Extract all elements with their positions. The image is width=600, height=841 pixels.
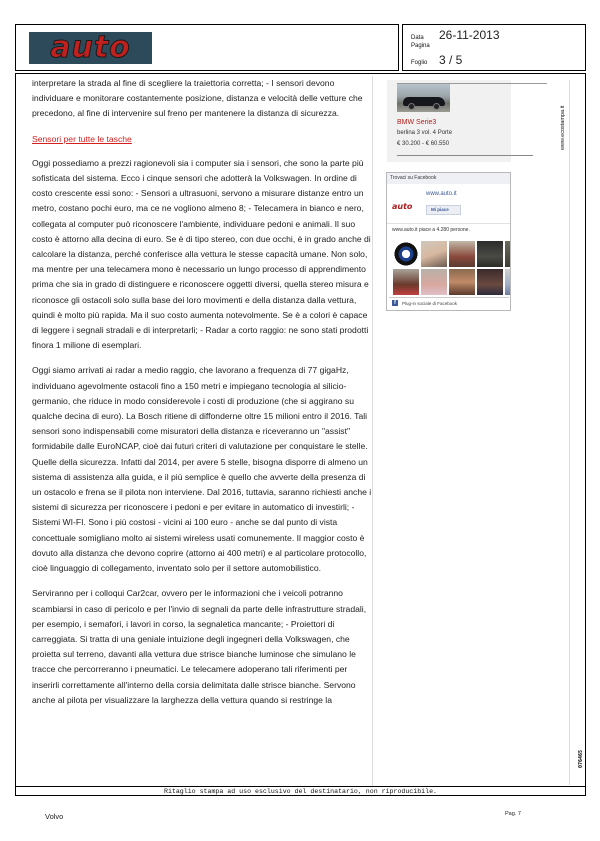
date-value: 26-11-2013 <box>439 28 500 42</box>
divider <box>389 297 509 298</box>
facebook-widget-header: Trovaci su Facebook <box>387 173 510 184</box>
article-body <box>32 76 372 718</box>
article-paragraph: interpretare la strada al fine di scegliere la traiettoria corretta; - I sensori devono individuare e monitorare costantemente posizione, distanza e velocità delle vetture che precedono, al fine di intervenire sul freno per mantenere la distanza di sicurezza. <box>32 78 363 119</box>
article-paragraph: Serviranno per i colloqui Car2car, ovvero per le informazioni che i veicoli potranno scambiarsi in caso di pericolo e per l'invio di segnali da parte delle infrastrutture stradali, per esempio, i semafori, i lavori in corso, la segnaletica mancante; - Proiettori di carreggiata. Si tratta di una geniale intuizione degli ingegneri della Volkswagen, che proietta sul terreno, davanti alla vettura due strisce bianche luminose che simulano le tracce che percorreranno i pneumatici. Le telecamere adoperano tali riferimenti per inserirli correttamente all'interno della corsia delimitata dalle strisce bianche. Servono anche al pilota per visualizzare la larghezza della vettura quando si restringe la <box>32 588 367 705</box>
car-image[interactable] <box>397 84 450 112</box>
date-row <box>411 28 500 42</box>
facebook-like-count: www.auto.it piace a 4.280 persone. <box>392 227 470 233</box>
fan-avatar[interactable] <box>505 241 510 267</box>
sheet-value: 3 / 5 <box>439 53 463 67</box>
logo-text: auto <box>50 30 131 65</box>
sheet-row <box>411 53 462 67</box>
reproduction-notice: Ritaglio stampa ad uso esclusivo del destinatario, non riproducibile. <box>15 786 586 797</box>
plugin-text: Plug-in sociale di Facebook <box>402 300 458 306</box>
meta-box <box>402 24 586 71</box>
fan-avatar[interactable] <box>393 269 419 295</box>
car-ad[interactable] <box>387 80 511 162</box>
fan-avatar[interactable] <box>449 241 475 267</box>
facebook-site-link[interactable]: www.auto.it <box>426 191 457 197</box>
sheet-label: Foglio <box>411 60 428 66</box>
facebook-icon: f <box>392 300 398 306</box>
article-subheading[interactable]: Sensori per tutte le tasche <box>32 133 132 144</box>
source-url-text: www.ecostampa.it <box>560 105 566 150</box>
fan-avatar[interactable] <box>477 241 503 267</box>
facebook-fan-faces <box>393 241 510 295</box>
fan-avatar[interactable] <box>505 269 510 295</box>
car-price: € 30.200 - € 60.550 <box>397 141 450 147</box>
article-paragraph: Oggi siamo arrivati ai radar a medio raggio, che lavorano a frequenza di 77 gigaHz, individuano agevolmente ostacoli fino a 150 metri e impiegano tecnologia al silicio-germanio, che riduce in modo considerevole i costi di produzione (che si aggirano su qualche decina di euro). La Bosch ritiene di diffonderne oltre 15 milioni entro il 2016. Tali sensori sono indispensabili come misuratori della distanza e riceveranno un "assist" formidabile dalle EuroNCAP, cioè dai futuri criteri di valutazione per conquistare le stelle. Quelle della sicurezza. Infatti dal 2014, per avere 5 stelle, bisogna disporre di almeno un sistema di assistenza alla guida, e il più semplice è quello che avverte della presenza di un ostacolo e frena se il pilota non interviene. Dal 2016, tuttavia, saranno richiesti anche i sistemi di sicurezza per riconoscere i pedoni e per evitare in automatico di investirli; - Sistemi WI-FI. Sono i più costosi - vicini ai 100 euro - anche se dal punto di vista concettuale somigliano molto ai sistemi wireless usati comunemente. Il maggior costo è dovuto alla distanza che devono coprire (attorno ai 400 metri) e al particolare protocollo, cioè linguaggio di collegamento, inventato solo per il settore automobilistico. <box>32 365 372 574</box>
auto-logo <box>29 32 152 64</box>
car-name-link[interactable]: BMW Serie3 <box>397 119 437 126</box>
divider <box>387 223 510 224</box>
facebook-page-logo[interactable]: auto <box>392 202 413 211</box>
like-label: Mi piace <box>431 207 449 212</box>
fan-avatar[interactable] <box>421 269 447 295</box>
clipping-code: 076465 <box>578 749 584 768</box>
fan-avatar[interactable] <box>449 269 475 295</box>
masthead <box>15 24 399 71</box>
client-name: Volvo <box>45 812 64 821</box>
fan-avatar[interactable] <box>421 241 447 267</box>
facebook-plugin-note <box>392 300 457 306</box>
facebook-like-button[interactable] <box>426 205 461 215</box>
date-label: Data <box>411 35 424 41</box>
fan-avatar[interactable] <box>477 269 503 295</box>
fan-avatar[interactable] <box>393 241 419 267</box>
facebook-widget <box>386 172 511 311</box>
article-paragraph: Oggi possediamo a prezzi ragionevoli sia i computer sia i sensori, che sono la parte più sofisticata del sistema. Ecco i cinque sensori che adotterà la Volkswagen. In ordine di costo crescente essi sono: - Sensori a ultrasuoni, servono a misurare distanze entro un metro, costano pochi euro, ma ce ne vogliono almeno 8; - Telecamera in bianco e nero, collegata al computer può riconoscere l'ambiente, individuare pedoni e animali. Il suo costo è attorno alla decina di euro. Se è di tipo stereo, con due occhi, è in grado anche di calcolare la distanza, perché conferisce alla vettura le stesse capacità umane. Non solo, ma mentre per una telecamera mono è necessario un lungo processo di apprendimento prima che sia in grado di distinguere e riconoscere oggetti diversi, quella stereo misura e riconosce gli ostacoli solo sulla base dei loro movimenti e della distanza dalla vettura, quindi è molto più rapida. Ma il suo costo aumenta notevolmente. Se è a colori è capace di leggere i segnali stradali e di interpretarli; - Radar a corto raggio: ne sono stati prodotti finora 1 milione di esemplari. <box>32 157 371 351</box>
page-number: Pag. 7 <box>505 811 521 817</box>
page-label: Pagina <box>411 43 430 49</box>
page-row <box>411 43 439 49</box>
car-description: berlina 3 vol. 4 Porte <box>397 130 453 136</box>
divider <box>397 155 533 156</box>
